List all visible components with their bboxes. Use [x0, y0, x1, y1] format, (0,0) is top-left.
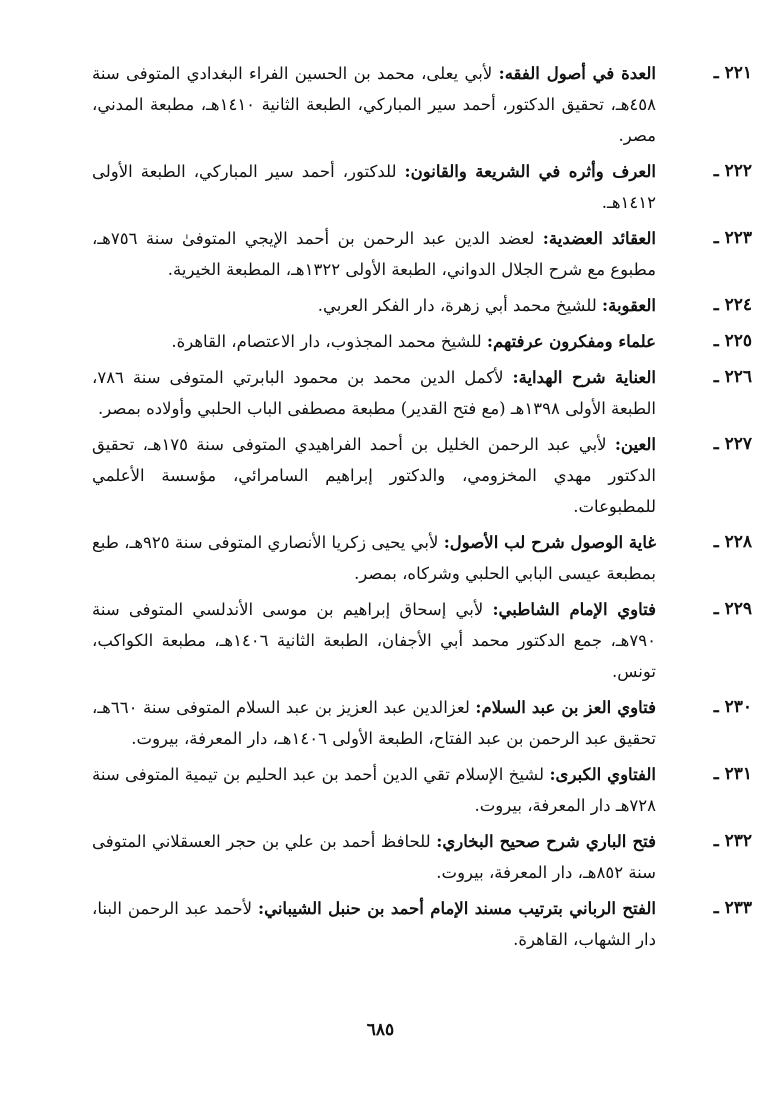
entry-body: للشيخ محمد المجذوب، دار الاعتصام، القاهرة.	[171, 332, 487, 351]
entry-text	[92, 429, 656, 522]
entry-title: فتح الباري شرح صحيح البخاري:	[436, 832, 656, 851]
entry-body: للدكتور، أحمد سير المباركي، الطبعة الأولى ١٤١٢هـ.	[92, 162, 656, 212]
bibliography-entry	[92, 692, 752, 754]
entry-title: العين:	[614, 435, 657, 454]
entry-title: فتاوي الإمام الشاطبي:	[492, 600, 656, 619]
bibliography-entry	[92, 594, 752, 687]
bibliography-entry	[92, 362, 752, 424]
entry-text	[92, 692, 656, 754]
entry-title: العدة في أصول الفقه:	[498, 64, 656, 83]
entry-body: لأبي يعلى، محمد بن الحسين الفراء البغدادي المتوفى سنة ٤٥٨هـ، تحقيق الدكتور، أحمد سير المباركي، الطبعة الثانية ١٤١٠هـ، مطبعة المدني، مصر.	[92, 64, 656, 145]
bibliography-entry	[92, 223, 752, 285]
entry-body: لأكمل الدين محمد بن محمود البابرتي المتوفى سنة ٧٨٦، الطبعة الأولى ١٣٩٨هـ (مع فتح القدير) مطبعة مصطفى الباب الحلبي وأولاده بمصر.	[92, 368, 656, 418]
entry-body: لأحمد عبد الرحمن البنا، دار الشهاب، القاهرة.	[92, 899, 656, 949]
entry-title: الفتح الرباني بترتيب مسند الإمام أحمد بن حنبل الشيباني:	[257, 899, 656, 918]
entry-number: ٢٢١ ـ	[713, 63, 752, 83]
entry-body: للشيخ محمد أبي زهرة، دار الفكر العربي.	[317, 296, 603, 315]
entry-text	[92, 759, 656, 821]
entry-number: ٢٢٧ ـ	[713, 434, 752, 454]
entry-title: العرف وأثره في الشريعة والقانون:	[404, 162, 656, 181]
entry-title: العقائد العضدية:	[542, 229, 657, 248]
entry-title: علماء ومفكرون عرفتهم:	[486, 332, 656, 351]
entry-text	[92, 362, 656, 424]
entry-title: فتاوي العز بن عبد السلام:	[475, 698, 656, 717]
entry-number: ٢٢٩ ـ	[713, 599, 752, 619]
entry-number: ٢٢٤ ـ	[713, 295, 752, 315]
entry-number: ٢٣٣ ـ	[713, 898, 752, 918]
bibliography-entry	[92, 326, 752, 357]
bibliography-list	[92, 58, 752, 960]
bibliography-entry	[92, 429, 752, 522]
page-number: ٦٨٥	[366, 1020, 395, 1040]
entry-text	[92, 594, 656, 687]
entry-body: لأبي عبد الرحمن الخليل بن أحمد الفراهيدي المتوفى سنة ١٧٥هـ، تحقيق الدكتور مهدي المخزومي، والدكتور إبراهيم السامرائي، مؤسسة الأعلمي للمطبوعات.	[92, 435, 656, 516]
entry-body: للحافظ أحمد بن علي بن حجر العسقلاني المتوفى سنة ٨٥٢هـ، دار المعرفة، بيروت.	[92, 832, 656, 882]
entry-text	[92, 527, 656, 589]
entry-body: لشيخ الإسلام تقي الدين أحمد بن عبد الحليم بن تيمية المتوفى سنة ٧٢٨هـ دار المعرفة، بيروت.	[92, 765, 656, 815]
entry-body: لأبي يحيى زكريا الأنصاري المتوفى سنة ٩٢٥هـ، طبع بمطبعة عيسى البابي الحلبي وشركاه، بمصر.	[92, 533, 656, 583]
entry-text	[92, 223, 656, 285]
entry-number: ٢٢٨ ـ	[713, 532, 752, 552]
entry-text	[92, 326, 656, 357]
entry-body: لعضد الدين عبد الرحمن بن أحمد الإيجي المتوفىٰ سنة ٧٥٦هـ، مطبوع مع شرح الجلال الدواني، الطبعة الأولى ١٣٢٢هـ، المطبعة الخيرية.	[92, 229, 656, 279]
entry-body: لأبي إسحاق إبراهيم بن موسى الأندلسي المتوفى سنة ٧٩٠هـ، جمع الدكتور محمد أبي الأجفان، الطبعة الثانية ١٤٠٦هـ، مطبعة الكواكب، تونس.	[92, 600, 656, 681]
entry-number: ٢٢٢ ـ	[713, 161, 752, 181]
entry-title: العناية شرح الهداية:	[512, 368, 656, 387]
entry-number: ٢٢٣ ـ	[713, 228, 752, 248]
bibliography-entry	[92, 58, 752, 151]
entry-title: العقوبة:	[602, 296, 656, 315]
bibliography-entry	[92, 759, 752, 821]
entry-number: ٢٢٥ ـ	[713, 331, 752, 351]
entry-text	[92, 893, 656, 955]
bibliography-entry	[92, 893, 752, 955]
bibliography-entry	[92, 290, 752, 321]
bibliography-entry	[92, 156, 752, 218]
entry-title: غاية الوصول شرح لب الأصول:	[443, 533, 657, 552]
entry-body: لعزالدين عبد العزيز بن عبد السلام المتوفى سنة ٦٦٠هـ، تحقيق عبد الرحمن بن عبد الفتاح، الطبعة الأولى ١٤٠٦هـ، دار المعرفة، بيروت.	[92, 698, 656, 748]
entry-number: ٢٣١ ـ	[713, 764, 752, 784]
entry-text	[92, 290, 656, 321]
entry-title: الفتاوي الكبرى:	[549, 765, 657, 784]
entry-number: ٢٣٢ ـ	[713, 831, 752, 851]
entry-text	[92, 826, 656, 888]
entry-number: ٢٢٦ ـ	[713, 367, 752, 387]
entry-text	[92, 156, 656, 218]
bibliography-entry	[92, 826, 752, 888]
bibliography-entry	[92, 527, 752, 589]
entry-number: ٢٣٠ ـ	[713, 697, 752, 717]
entry-text	[92, 58, 656, 151]
